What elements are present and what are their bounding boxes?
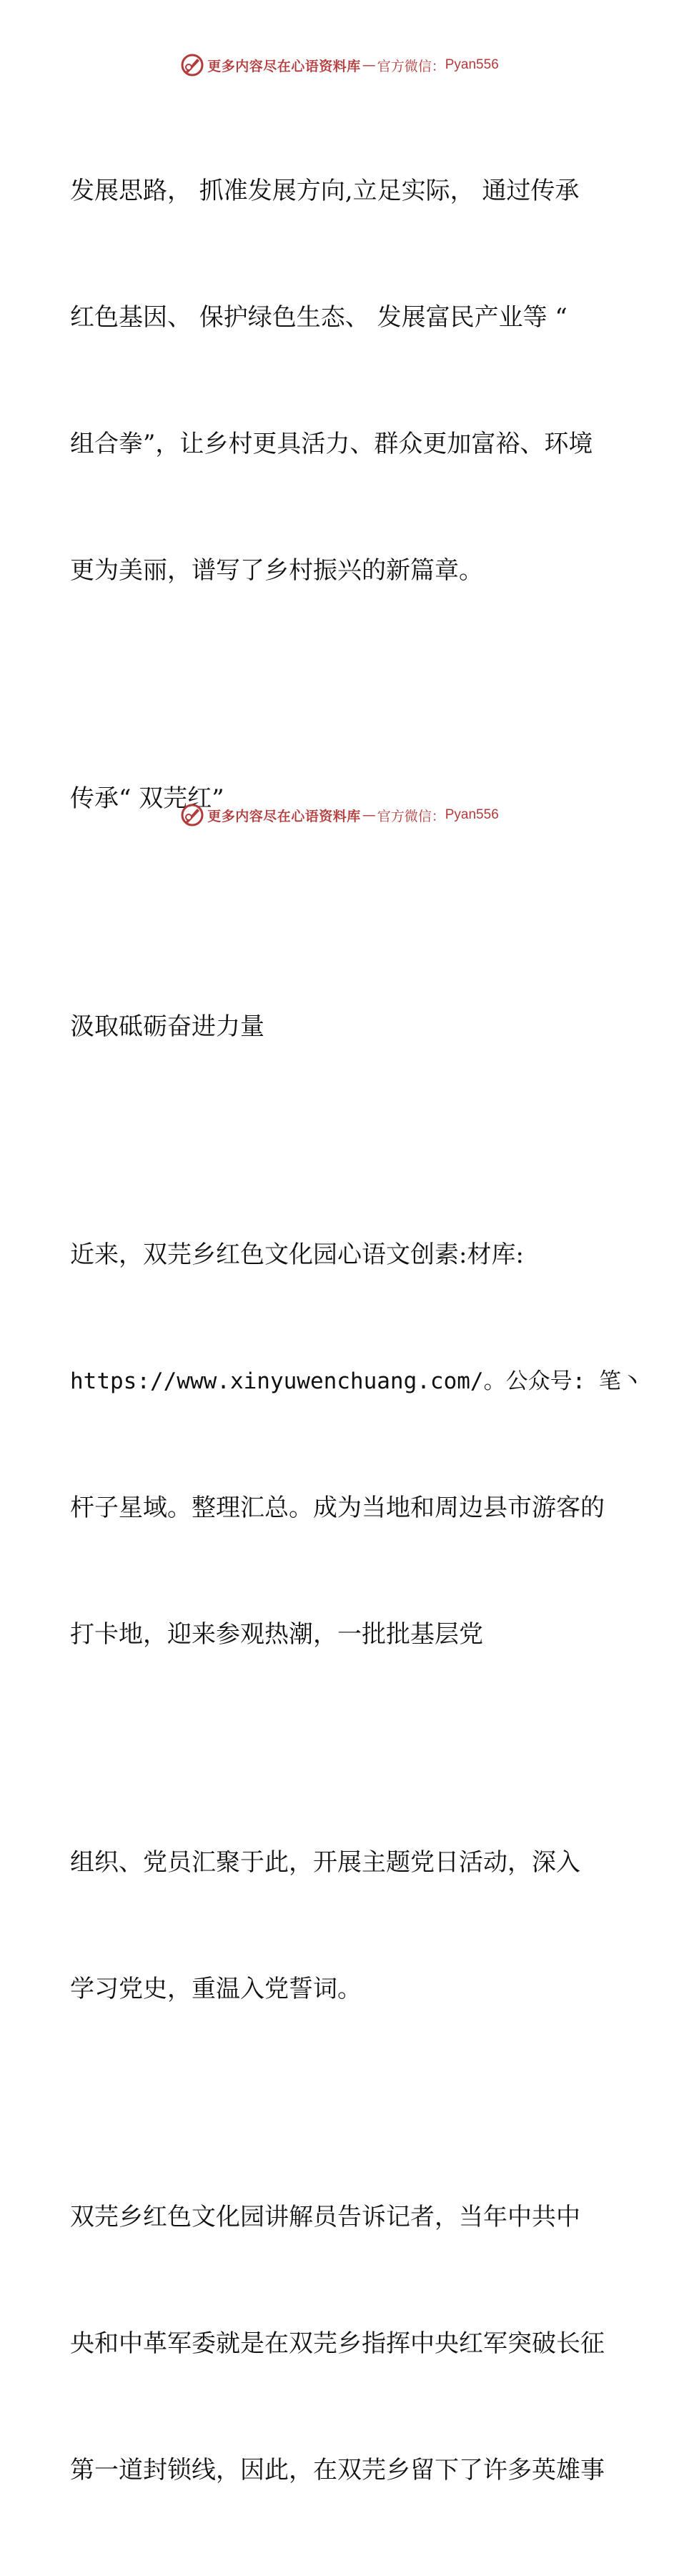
text-line: 第一道封锁线，因此，在双芫乡留下了许多英雄事: [70, 2456, 605, 2484]
heading-text: 汲取砥砺奋进力量: [70, 1012, 264, 1041]
paragraph-2: [70, 1150, 643, 1740]
text-line: 双芫乡红色文化园讲解员告诉记者，当年中共中: [70, 2203, 580, 2231]
watermark-wechat-id: Pyan556: [445, 807, 499, 822]
text-line: 组合拳”，让乡村更具活力、群众更加富裕、环境: [70, 430, 593, 458]
text-line: 打卡地，迎来参观热潮，一批批基层党: [70, 1620, 483, 1649]
watermark-text: 更多内容尽在心语资料库: [207, 58, 361, 74]
quill-logo-icon: [180, 803, 204, 827]
watermark-text: 更多内容尽在心语资料库: [207, 808, 361, 824]
text-line: 央和中革军委就是在双芫乡指挥中央红军突破长征: [70, 2329, 605, 2358]
text-line: 红色基因、 保护绿色生态、 发展富民产业等 “: [70, 303, 568, 332]
text-line: 组织、党员汇聚于此，开展主题党日活动，深入: [70, 1848, 580, 1877]
paragraph-3: [70, 1757, 613, 2095]
section-heading-2: [70, 922, 613, 1132]
watermark-wechat-id: Pyan556: [445, 57, 499, 72]
text-line: 近来，双芫乡红色文化园心语文创素:材库:: [70, 1240, 524, 1269]
paragraph-4: [70, 2112, 613, 2576]
quill-logo-icon: [180, 53, 204, 77]
text-line: 学习党史，重温入党誓词。: [70, 1975, 362, 2003]
footer-watermark: [0, 801, 679, 829]
watermark-separator: —: [362, 807, 376, 823]
text-line: 杆子星域。整理汇总。成为当地和周边县市游客的: [70, 1494, 605, 1522]
watermark-wechat-label: 官方微信：: [377, 58, 445, 74]
watermark-wechat-label: 官方微信：: [377, 808, 445, 824]
header-watermark: [0, 51, 679, 79]
section-heading-1: [70, 694, 613, 904]
watermark-separator: —: [362, 57, 376, 73]
document-body: [70, 86, 643, 2576]
url-line: https://www.xinyuwenchuang.com/。公众号: 笔丶: [70, 1368, 643, 1394]
text-line: 发展思路， 抓准发展方向,立足实际， 通过传承: [70, 177, 580, 205]
paragraph-1: [70, 86, 613, 676]
text-line: 更为美丽，谱写了乡村振兴的新篇章。: [70, 556, 483, 585]
heading-text: 传承“ 双芫红”: [70, 784, 224, 813]
